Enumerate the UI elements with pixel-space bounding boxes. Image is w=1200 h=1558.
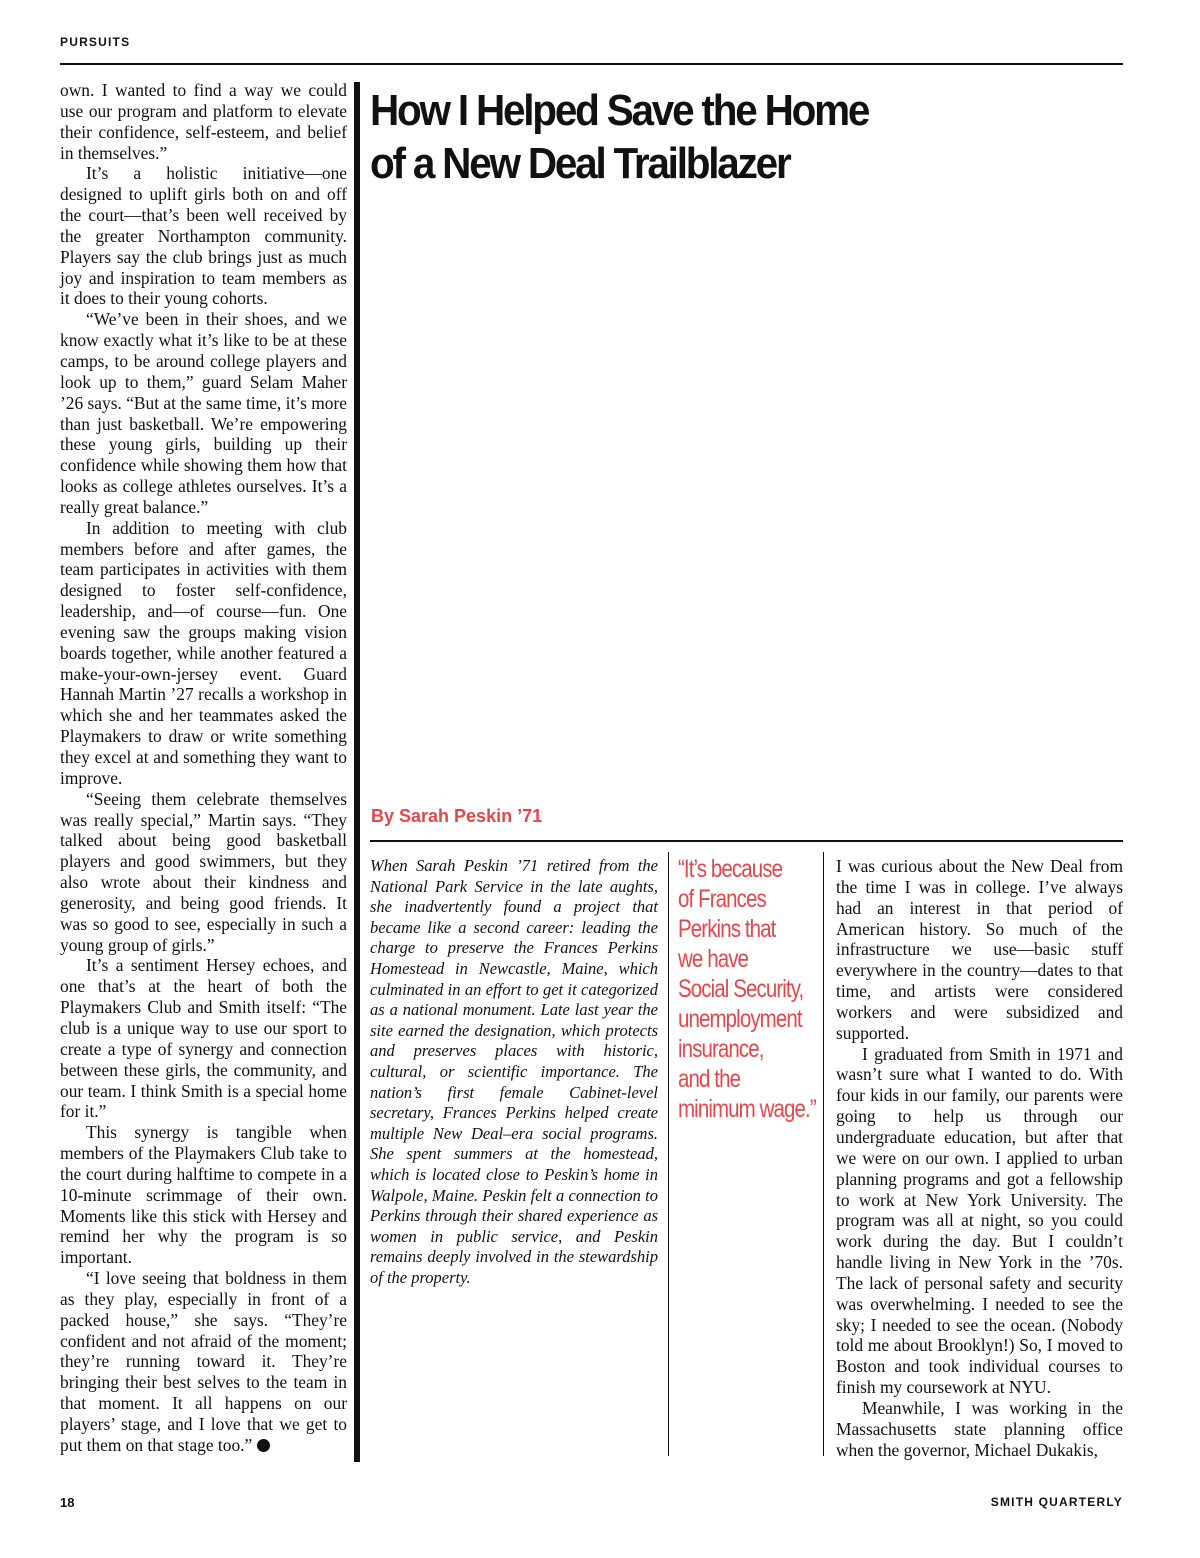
left-paragraph: “Seeing them celebrate themselves was really special,” Martin says. “They talked about being good basketball players and good swimmers, but they also wrote about their kindness and generosity, and being good friends. It was so good to see, especially in such a young group of girls.” [60,788,347,955]
magazine-name: SMITH QUARTERLY [990,1495,1123,1509]
left-paragraph-text: “I love seeing that boldness in them as they play, especially in front of a packed house,” she says. “They’re confident and not afraid of the moment; they’re running toward it. They’re bringing their best selves to the team in that moment. It all happens on our players’ stage, and I love that we get to put them on that stage too.” [60,1268,347,1455]
end-mark-icon [257,1439,270,1452]
pull-quote [678,854,818,1124]
left-paragraph-last [60,1268,347,1456]
left-paragraph: This synergy is tangible when members of the Playmakers Club take to the court during halftime to compete in a 10-minute scrimmage of their own. Moments like this stick with Hersey and remind her why the program is so important. [60,1122,347,1268]
byline-rule [370,840,1123,842]
column-divider-bar [354,82,360,1462]
section-label: PURSUITS [60,35,131,49]
pull-quote-line: Perkins that [678,915,776,943]
left-column [60,80,347,1456]
pull-quote-line: “It’s because [678,855,783,883]
pull-quote-line: minimum wage.” [678,1095,816,1123]
left-paragraph: It’s a sentiment Hersey echoes, and one that’s at the heart of both the Playmakers Club and Smith itself: “The club is a unique way to use our sport to create a type of synergy and connection between these girls, the community, and our team. I think Smith is a special home for it.” [60,955,347,1122]
headline-line-2: of a New Deal Trailblazer [370,139,790,188]
body-column [836,856,1123,1460]
byline: By Sarah Peskin ’71 [371,806,543,826]
pull-quote-line: and the [678,1065,741,1093]
pull-quote-line: Social Security, [678,975,804,1003]
left-paragraph: In addition to meeting with club members before and after games, the team participates in activities with them designed to foster self-confidence, leadership, and—of course—fun. One evening saw the groups making vision boards together, while another featured a make-your-own-jersey event. Guard Hannah Martin ’27 recalls a workshop in which she and her teammates asked the Playmakers to draw or write something they excel at and something they want to improve. [60,517,347,788]
body-paragraph: I was curious about the New Deal from the time I was in college. I’ve always had an interest in that period of American history. So much of the infrastructure we use—basic stuff everywhere in the country—dates to that time, and artists were considered workers and were subsidized and supported. [836,856,1123,1043]
left-paragraph: own. I wanted to find a way we could use our program and platform to elevate their confidence, self-esteem, and belief in themselves.” [60,80,347,163]
column-divider-line [668,852,669,1456]
top-rule [60,63,1123,65]
pull-quote-line: of Frances [678,885,766,913]
headline-line-1: How I Helped Save the Home [370,86,869,135]
intro-text: When Sarah Peskin ’71 retired from the National Park Service in the late aughts, she inadvertently found a project that became like a second career: leading the charge to preserve the Frances Perkins Homestead in Newcastle, Maine, which culminated in an effort to get it categorized as a national monument. Late last year the site earned the designation, which protects and preserves places with historic, cultural, or scientific importance. The nation’s first female Cabinet-level secretary, Frances Perkins helped create multiple New Deal–era social programs. She spent summers at the homestead, which is located close to Peskin’s home in Walpole, Maine. Peskin felt a connection to Perkins through their shared experience as women in public service, and Peskin remains deeply involved in the stewardship of the property. [370,856,658,1287]
body-paragraph: I graduated from Smith in 1971 and wasn’t sure what I wanted to do. With four kids in our family, our parents were going to help us through our undergraduate education, but after that we were on our own. I applied to urban planning programs and got a fellowship to work at New York University. The program was all at night, so you could work during the day. But I couldn’t handle living in New York in the ’70s. The lack of personal safety and security was overwhelming. I needed to see the sky; I needed to see the ocean. (Nobody told me about Brooklyn!) So, I moved to Boston and took individual courses to finish my coursework at NYU. [836,1043,1123,1398]
intro-column [370,856,658,1288]
page-number: 18 [60,1495,75,1510]
body-paragraph: Meanwhile, I was working in the Massachusetts state planning office when the governor, Michael Dukakis, [836,1397,1123,1460]
column-divider-line [823,852,824,1456]
left-paragraph: It’s a holistic initiative—one designed to uplift girls both on and off the court—that’s been well received by the greater Northampton community. Players say the club brings just as much joy and inspiration to team members as it does to their young cohorts. [60,163,347,309]
left-paragraph: “We’ve been in their shoes, and we know exactly what it’s like to be at these camps, to be around college players and look up to them,” guard Selam Maher ’26 says. “But at the same time, it’s more than just basketball. We’re empowering these young girls, building up their confidence while showing them how that looks as college athletes ourselves. It’s a really great balance.” [60,309,347,517]
pull-quote-line: we have [678,945,749,973]
headline [370,84,1014,190]
pull-quote-line: insurance, [678,1035,764,1063]
pull-quote-line: unemployment [678,1005,802,1033]
